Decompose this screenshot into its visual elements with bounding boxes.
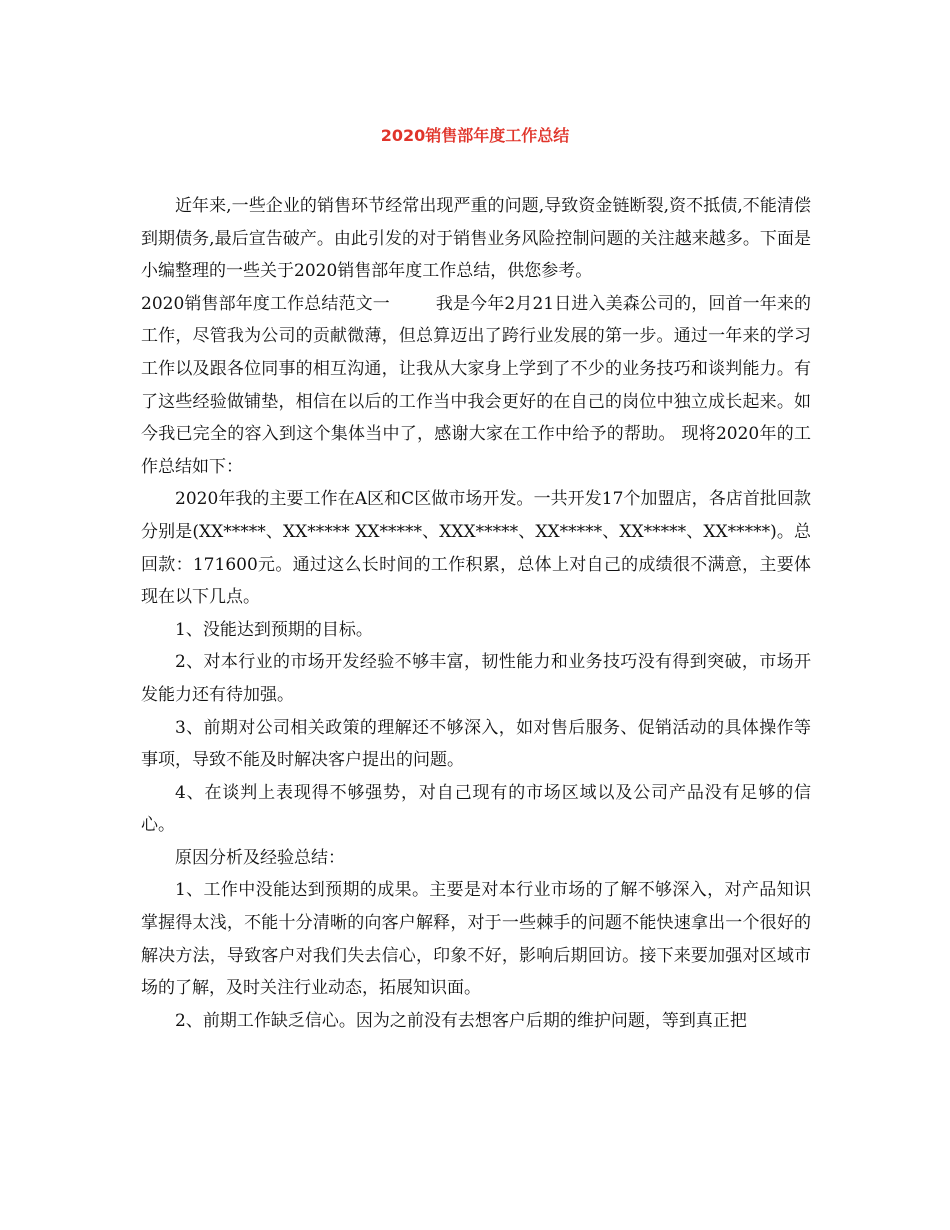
list-item: 2、对本行业的市场开发经验不够丰富，韧性能力和业务技巧没有得到突破，市场开发能力还有待加强。 bbox=[141, 652, 811, 705]
list-item: 1、工作中没能达到预期的成果。主要是对本行业市场的了解不够深入，对产品知识掌握得太浅，不能十分清晰的向客户解释，对于一些棘手的问题不能快速拿出一个很好的解决方法，导致客户对我们失去信心，印象不好，影响后期回访。接下来要加强对区域市场的了解，及时关注行业动态，拓展知识面。 bbox=[141, 880, 811, 999]
document-body bbox=[141, 190, 811, 1037]
list-item: 4、在谈判上表现得不够强势，对自己现有的市场区域以及公司产品没有足够的信心。 bbox=[141, 782, 811, 836]
document-title: 2020销售部年度工作总结 bbox=[380, 126, 570, 145]
section-lead-text: 我是今年2月21日进入美森公司的，回首一年来的工作，尽管我为公司的贡献微薄，但总算迈出了跨行业发展的第一步。通过一年来的学习工作以及跟各位同事的相互沟通，让我从大家身上学到了不少的业务技巧和谈判能力。有了这些经验做铺垫，相信在以后的工作当中我会更好的在自己的岗位中独立成长起来。如今我已完全的容入到这个集体当中了，感谢大家在工作中给予的帮助。 现将2020年的工作总结如下： bbox=[141, 293, 812, 477]
analysis-heading: 原因分析及经验总结： bbox=[175, 847, 345, 868]
intro-paragraph: 近年来,一些企业的销售环节经常出现严重的问题,导致资金链断裂,资不抵债,不能清偿到期债务,最后宣告破产。由此引发的对于销售业务风险控制问题的关注越来越多。下面是小编整理的一些关于2020销售部年度工作总结，供您参考。 bbox=[141, 196, 811, 282]
list-item: 1、没能达到预期的目标。 bbox=[175, 619, 373, 640]
section-heading: 2020销售部年度工作总结范文一 bbox=[141, 293, 390, 314]
work-summary-paragraph: 2020年我的主要工作在A区和C区做市场开发。一共开发17个加盟店，各店首批回款分别是(XX*****、XX***** XX*****、XXX*****、XX*****、XX*****、XX*****)。总回款：171600元。通过这么长时间的工作积累，总体上对自己的成绩很不满意，主要体现在以下几点。 bbox=[141, 489, 811, 608]
list-item: 2、前期工作缺乏信心。因为之前没有去想客户后期的维护问题，等到真正把 bbox=[175, 1010, 747, 1031]
section-paragraph bbox=[141, 288, 811, 484]
list-item: 3、前期对公司相关政策的理解还不够深入，如对售后服务、促销活动的具体操作等事项，导致不能及时解决客户提出的问题。 bbox=[141, 717, 811, 771]
